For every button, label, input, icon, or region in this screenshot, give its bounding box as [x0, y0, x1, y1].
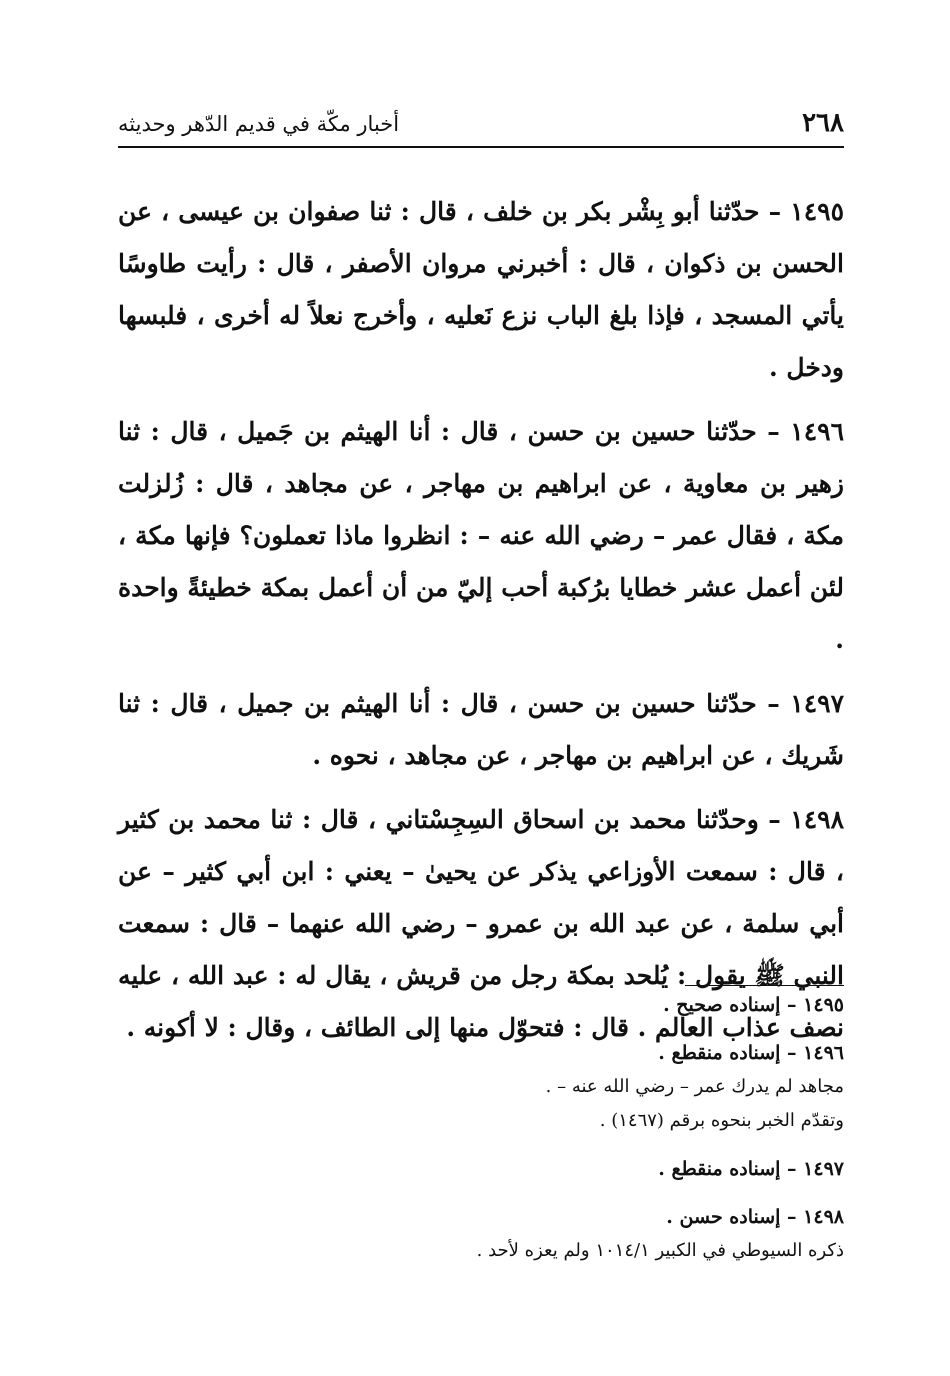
- main-text: [118, 186, 844, 1066]
- hadith-1496: ١٤٩٦ – حدّثنا حسين بن حسن ، قال : أنا الهيثم بن جَميل ، قال : ثنا زهير بن معاوية ، عن ابراهيم بن مهاجر ، عن مجاهد ، قال : زُلزلت مكة ، فقال عمر – رضي الله عنه – : انظروا ماذا تعملون؟ فإنها مكة ، لئن أعمل عشر خطايا برُكبة أحب إليّ من أن أعمل بمكة خطيئةً واحدة .: [118, 417, 844, 654]
- footnote-1495: [300, 988, 844, 1022]
- footnote-main: ١٤٩٧ – إسناده منقطع .: [658, 1158, 844, 1180]
- hadith-1498: ١٤٩٨ – وحدّثنا محمد بن اسحاق السِجِسْتاني ، قال : ثنا محمد بن كثير ، قال : سمعت الأوزاعي يذكر عن يحيىٰ – يعني : ابن أبي كثير – عن أبي سلمة ، عن عبد الله بن عمرو – رضي الله عنهما – قال : سمعت النبي ﷺ يقول : يُلحد بمكة رجل من قريش ، يقال له : عبد الله ، عليه نصف عذاب العالم . قال : فتحوّل منها إلى الطائف ، وقال : لا أكونه .: [118, 805, 844, 1042]
- hadith-1497: ١٤٩٧ – حدّثنا حسين بن حسن ، قال : أنا الهيثم بن جميل ، قال : ثنا شَريك ، عن ابراهيم بن مهاجر ، عن مجاهد ، نحوه .: [118, 689, 844, 770]
- footnote-1498: [300, 1200, 844, 1268]
- footnote-note: وتقدّم الخبر بنحوه برقم (١٤٦٧) .: [599, 1110, 844, 1131]
- footnote-1497: [300, 1152, 844, 1186]
- running-header: [118, 98, 844, 148]
- footnote-main: ١٤٩٨ – إسناده حسن .: [666, 1206, 844, 1228]
- footnote-divider: [685, 985, 844, 986]
- book-title: أخبار مكّة في قديم الدّهر وحديثه: [118, 112, 400, 136]
- page-number: ٢٦٨: [802, 108, 844, 138]
- footnote-main: ١٤٩٥ – إسناده صحيح .: [663, 994, 844, 1016]
- footnote-1496: [300, 1036, 844, 1138]
- footnotes: [300, 988, 844, 1282]
- footnote-main: ١٤٩٦ – إسناده منقطع .: [658, 1042, 844, 1064]
- footnote-note: ذكره السيوطي في الكبير ١٠١٤/١ ولم يعزه لأحد .: [476, 1240, 844, 1261]
- hadith-1495: ١٤٩٥ – حدّثنا أبو بِشْر بكر بن خلف ، قال : ثنا صفوان بن عيسى ، عن الحسن بن ذكوان ، قال : أخبرني مروان الأصفر ، قال : رأيت طاوسًا يأتي المسجد ، فإذا بلغ الباب نزع نَعليه ، وأخرج نعلاً له أخرى ، فلبسها ودخل .: [118, 197, 844, 382]
- footnote-note: مجاهد لم يدرك عمر – رضي الله عنه – .: [545, 1076, 844, 1097]
